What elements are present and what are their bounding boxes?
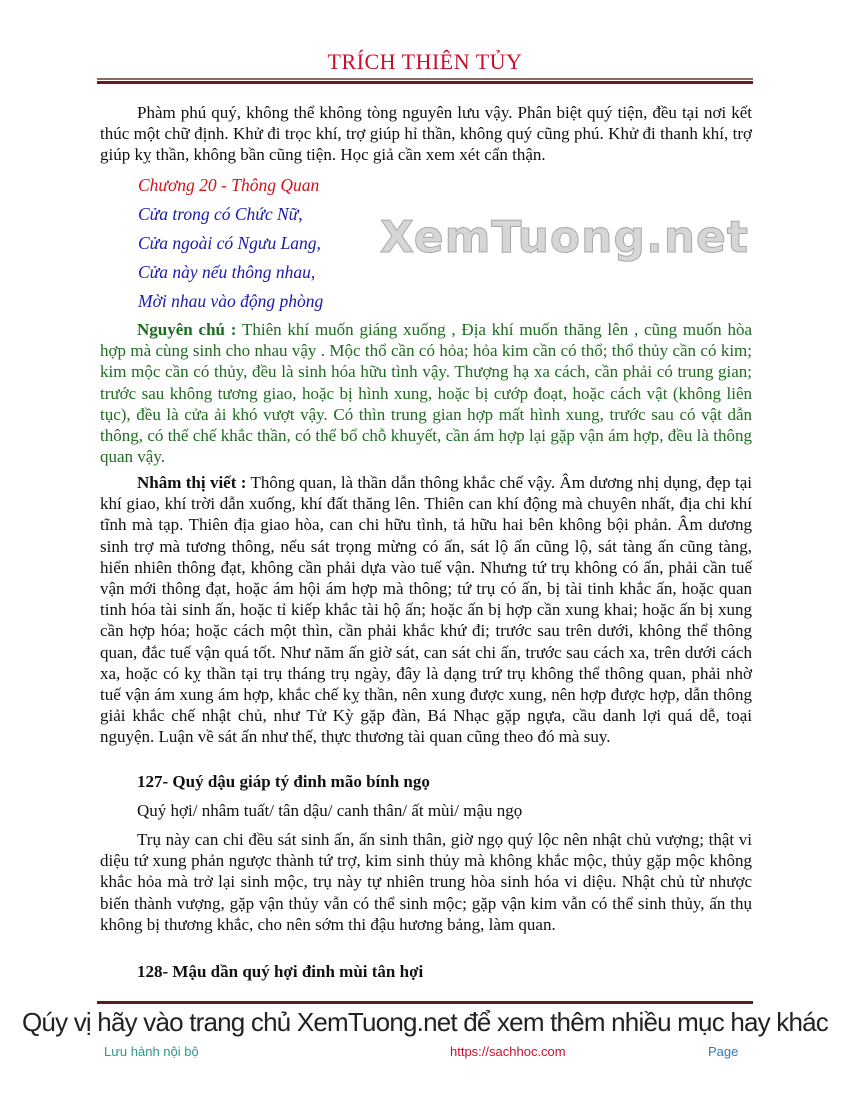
- case-127-text: Trụ này can chi đều sát sinh ấn, ấn sinh thân, giờ ngọ quý lộc nên nhật chủ vượng; thật vi diệu tứ xung phản ngược thành tứ trợ, kim sinh thủy mà không khắc mộc, thủy gặp mộc không khắc hỏa mà trở lại sinh mộc, trụ này tự nhiên trung hòa sinh hóa vi diệu. Nhật chủ từ nhược biến thành vượng, gặp vận thủy vẫn có thể sinh mộc; gặp vận kim vẫn có thể sinh thủy, ấn thụ không bị thương khắc, cho nên sớm thi đậu hương bảng, làm quan.: [100, 830, 752, 934]
- chapter-title: Chương 20 - Thông Quan: [138, 175, 320, 195]
- case-127-luck: Quý hợi/ nhâm tuất/ tân dậu/ canh thân/ ất mùi/ mậu ngọ: [137, 801, 523, 820]
- case-127-heading: 127- Quý dậu giáp tý đinh mão bính ngọ: [137, 772, 430, 791]
- footer-rule: [97, 1001, 753, 1004]
- verse-line: Cửa này nếu thông nhau,: [138, 262, 316, 282]
- footer-link[interactable]: https://sachhoc.com: [450, 1044, 566, 1059]
- header-rule-thick: [97, 81, 753, 84]
- verse-line: Cửa ngoài có Ngưu Lang,: [138, 233, 321, 253]
- chapter-block: [138, 171, 358, 316]
- verse-line: Mời nhau vào động phòng: [138, 291, 324, 311]
- verse-line: Cửa trong có Chức Nữ,: [138, 204, 303, 224]
- watermark: XemTuong.net: [380, 212, 749, 263]
- nguyen-chu-text: Thiên khí muốn giáng xuống , Địa khí muốn thăng lên , cũng muốn hòa hợp mà cùng sinh cho nhau vậy . Mộc thổ cần có hỏa; hỏa kim cần có thổ; thổ thủy cần có kim; kim mộc cần có thủy, đều là sinh hóa hữu tình vậy. Thượng hạ xa cách, cần phải có trung gian; trước sau không tương giao, hoặc bị hình xung, hoặc bị cướp đoạt, hoặc cách vật (không liên tục), đều là cửa ải khó vượt vậy. Có thìn trung gian hợp mất hình xung, trước sau có vật dẫn thông, có thể chế khắc thần, có thể bổ chỗ khuyết, cần ám hợp lại gặp vận ám hợp, đều là thông quan vậy.: [100, 320, 752, 467]
- promo-overlay-text: Qúy vị hãy vào trang chủ XemTuong.net để xem thêm nhiều mục hay khác: [22, 1007, 828, 1037]
- nham-thi-paragraph: [100, 472, 752, 748]
- footer-left: Lưu hành nội bộ: [104, 1044, 199, 1059]
- page-header-title: TRÍCH THIÊN TỦY: [327, 49, 523, 74]
- nguyen-chu-paragraph: [100, 319, 752, 467]
- intro-paragraph: Phàm phú quý, không thể không tòng nguyên lưu vậy. Phân biệt quý tiện, đều tại nơi kết thúc một chữ định. Khử đi trọc khí, trợ giúp hỉ thần, không quý cũng phú. Khử đi thanh khí, trợ giúp kỵ thần, không bần cũng tiện. Học giả cần xem xét cẩn thận.: [100, 103, 752, 165]
- footer-page: Page: [708, 1044, 739, 1059]
- nham-thi-text: Thông quan, là thần dẫn thông khắc chế vậy. Âm dương nhị dụng, đẹp tại khí giao, khí trời dẫn xuống, khí đất thăng lên. Thiên can khí động mà chuyên nhất, địa chi khí tĩnh mà tạp. Thiên địa giao hòa, can chi hữu tình, tả hữu hai bên không bội phản. Âm dương sinh trợ mà tương thông, nếu sát trọng mừng có ấn, sát lộ ấn cũng lộ, sát tàng ấn cũng tàng, hiển nhiên thông đạt, không cần phải dựa vào tuế vận. Nhưng tứ trụ không có ấn, phải cần tuế vận mới thông đạt, hoặc ám hội ám hợp mà thông; tứ trụ có ấn, bị tài tinh khắc ấn, hoặc quan tinh hóa tài sinh ấn, hoặc tỉ kiếp khắc tài hộ ấn; hoặc ấn bị hợp cần xung khai; hoặc ấn bị xung cần hợp hóa; hoặc cách một thìn, cần phải khắc khứ đi; trước sau trên dưới, không thể thông quan, đắc tuế vận quá tốt. Như năm ấn giờ sát, can sát chi ấn, trước sau cách xa, trên dưới cách xa, hoặc có kỵ thần tại trụ tháng trụ ngày, đây là dạng trứ trụ không thể thông quan, phải nhờ tuế vận ám xung ám hợp, khắc chế kỵ thần, nên xung được xung, nên hợp được hợp, dẫn thông giải khắc chế nhật chủ, như Tử Kỳ gặp đàn, Bá Nhạc gặp ngựa, cầu danh lợi quá dễ, toại nguyện. Luận về sát ấn như thế, thực thương tài quan cũng theo đó mà suy.: [100, 473, 752, 747]
- header-rule: [97, 78, 753, 80]
- nham-thi-label: Nhâm thị viết :: [137, 473, 247, 492]
- case-128-heading: 128- Mậu dần quý hợi đinh mùi tân hợi: [137, 962, 424, 981]
- nguyen-chu-label: Nguyên chú :: [137, 320, 237, 339]
